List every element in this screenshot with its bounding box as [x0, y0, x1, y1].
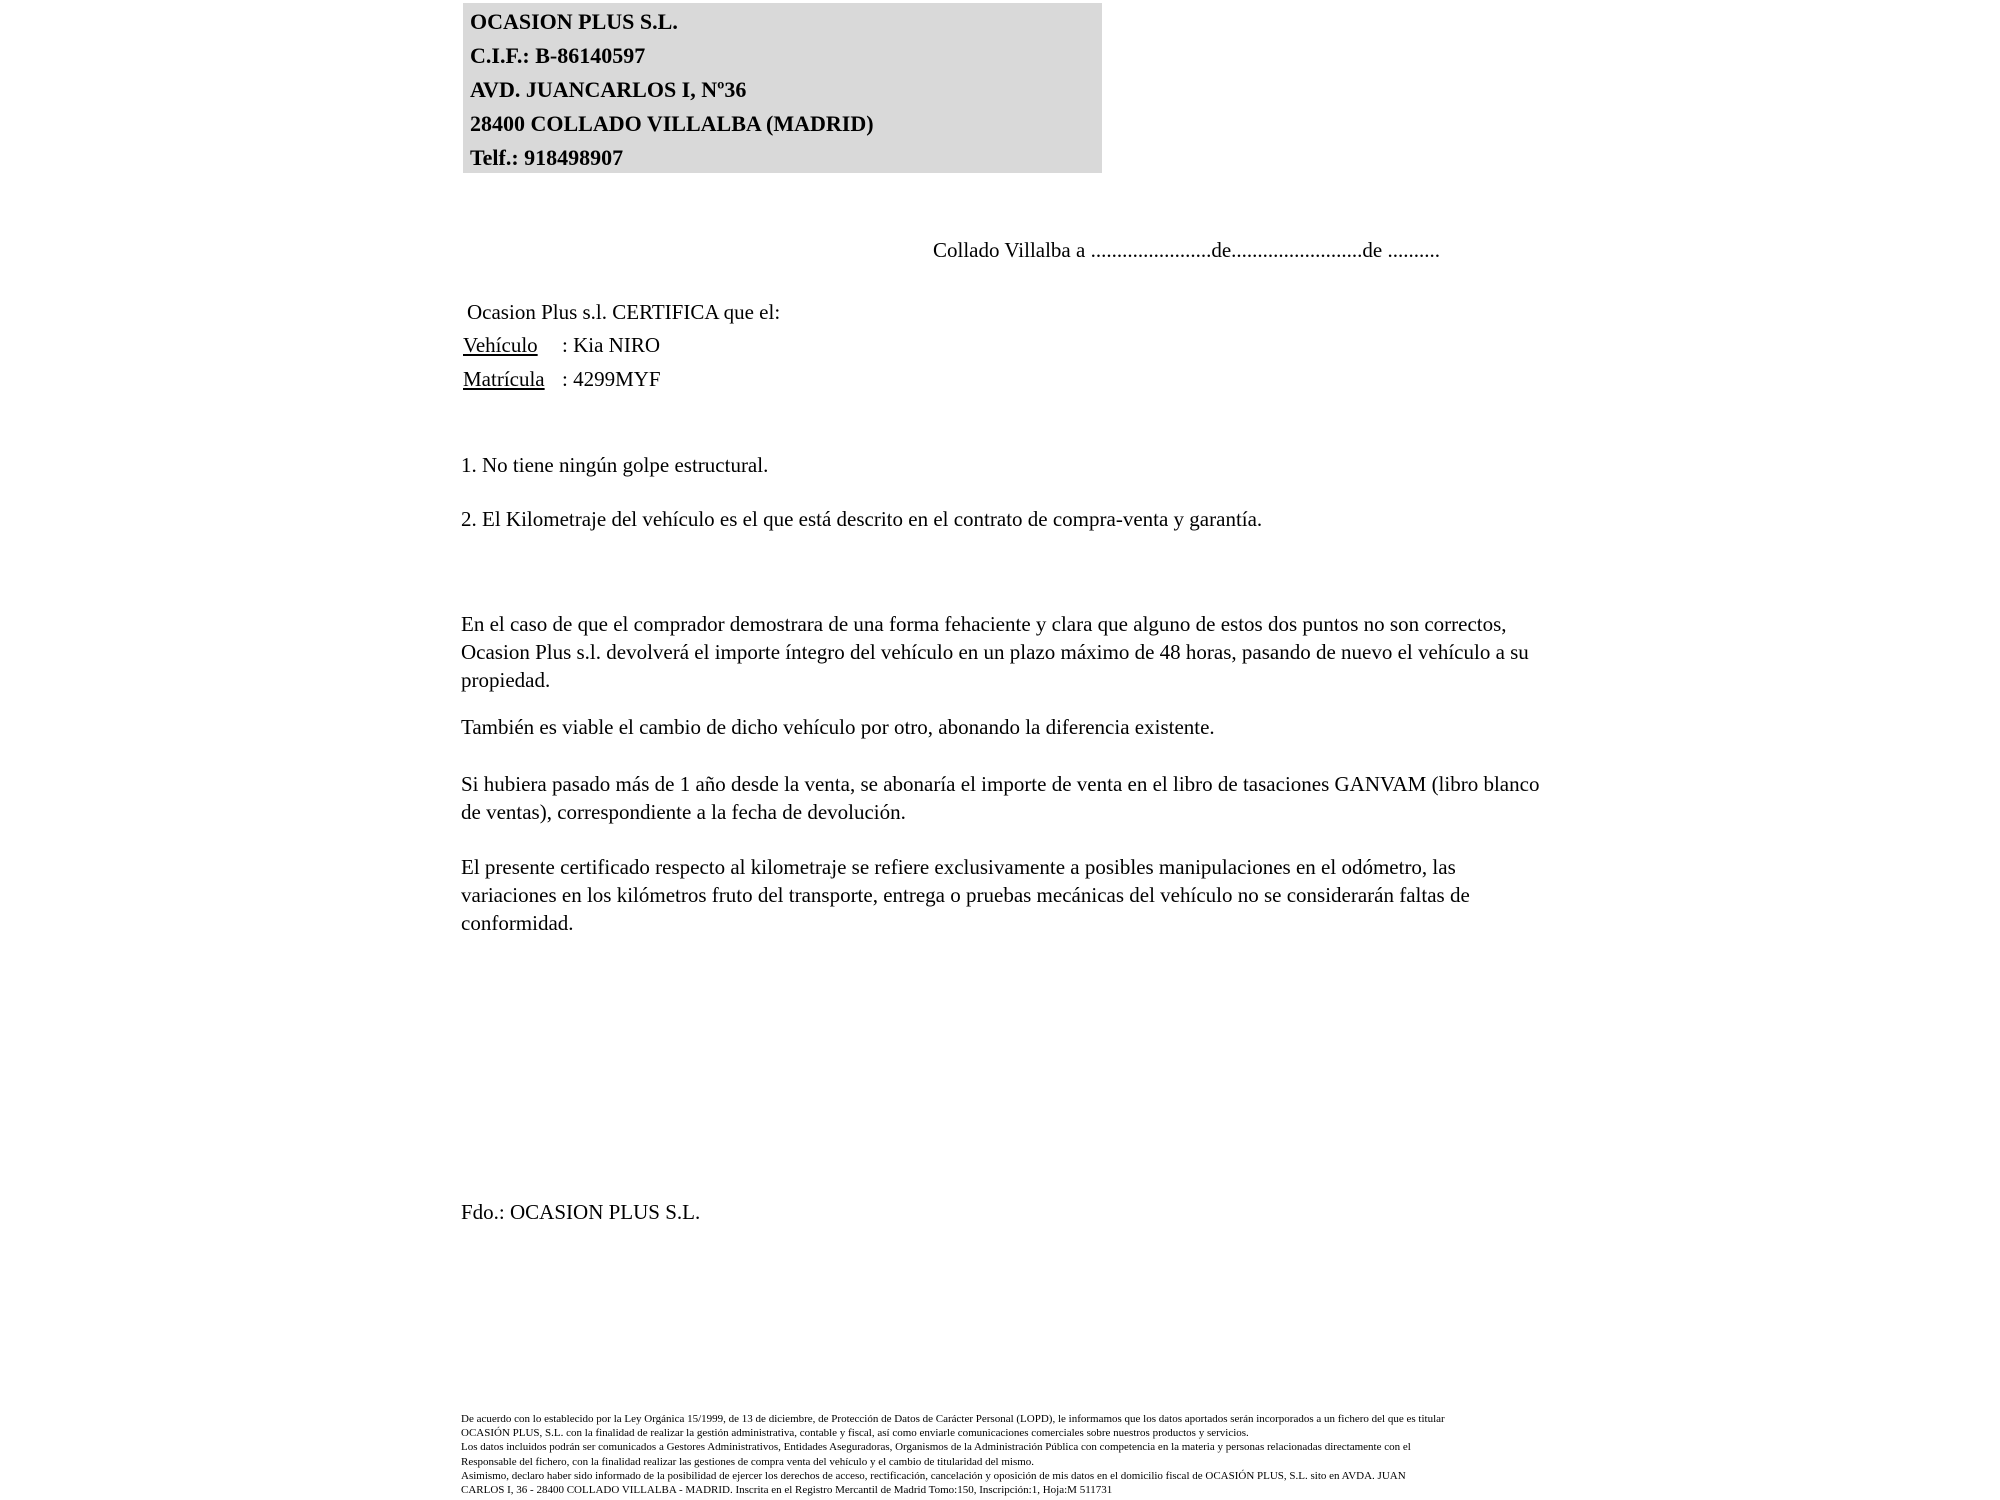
clause-1: 1. No tiene ningún golpe estructural. — [461, 453, 769, 477]
company-city: 28400 COLLADO VILLALBA (MADRID) — [470, 111, 874, 136]
legal-footer-line: Asimismo, declaro haber sido informado de la posibilidad de ejercer los derechos de acceso, rectificación, cancelación y oposición de mis datos en el domicilio fiscal de OCASIÓN PLUS, S.L. sito en AVDA. JUAN — [461, 1469, 1406, 1482]
place-date-line: Collado Villalba a .......................de.........................de .......... — [933, 238, 1440, 262]
vehicle-field-label: Vehículo — [463, 333, 538, 357]
company-address: AVD. JUANCARLOS I, Nº36 — [470, 77, 747, 102]
certify-intro: Ocasion Plus s.l. CERTIFICA que el: — [467, 300, 781, 324]
matricula-field-separator: : — [562, 367, 574, 391]
company-header-block — [463, 3, 1102, 173]
paragraph-exchange: También es viable el cambio de dicho vehículo por otro, abonando la diferencia existente. — [461, 715, 1215, 739]
clause-2: 2. El Kilometraje del vehículo es el que está descrito en el contrato de compra-venta y garantía. — [461, 507, 1263, 531]
paragraph-odometer: El presente certificado respecto al kilometraje se refiere exclusivamente a posibles manipulaciones en el odómetro, las variaciones en los kilómetros fruto del transporte, entrega o pruebas mecánicas del vehículo no se considerarán faltas de conformidad. — [461, 855, 1470, 935]
company-phone: Telf.: 918498907 — [470, 145, 624, 170]
company-cif: C.I.F.: B-86140597 — [470, 43, 646, 68]
paragraph-refund: En el caso de que el comprador demostrara de una forma fehaciente y clara que alguno de estos dos puntos no son correctos, Ocasion Plus s.l. devolverá el importe íntegro del vehículo en un plazo máximo de 48 horas, pasando de nuevo el vehículo a su propiedad. — [461, 612, 1529, 692]
company-name: OCASION PLUS S.L. — [470, 9, 678, 34]
matricula-field-row — [463, 365, 661, 393]
vehicle-field-row — [463, 331, 660, 359]
paragraph-ganvam: Si hubiera pasado más de 1 año desde la venta, se abonaría el importe de venta en el libro de tasaciones GANVAM (libro blanco de ventas), correspondiente a la fecha de devolución. — [461, 772, 1540, 824]
vehicle-field-separator: : — [562, 333, 574, 357]
vehicle-field-value: Kia NIRO — [573, 333, 660, 357]
legal-footer-line: CARLOS I, 36 - 28400 COLLADO VILLALBA - MADRID. Inscrita en el Registro Mercantil de Madrid Tomo:150, Inscripción:1, Hoja:M 511731 — [461, 1484, 1113, 1497]
matricula-field-label: Matrícula — [463, 367, 545, 391]
legal-footer-line: De acuerdo con lo establecido por la Ley Orgánica 15/1999, de 13 de diciembre, de Protección de Datos de Carácter Personal (LOPD), le informamos que los datos aportados serán incorporados a un fichero del que es titular — [461, 1413, 1445, 1425]
legal-footer-line: Responsable del fichero, con la finalidad realizar las gestiones de compra venta del vehículo y el cambio de titularidad del mismo. — [461, 1455, 1035, 1468]
legal-footer-line: Los datos incluidos podrán ser comunicados a Gestores Administrativos, Entidades Aseguradoras, Organismos de la Administración Pública con competencia en la materia y personas relacionadas directamente con el — [461, 1441, 1411, 1454]
signature-line: Fdo.: OCASION PLUS S.L. — [461, 1200, 701, 1224]
legal-footer-line: OCASIÓN PLUS, S.L. con la finalidad de realizar la gestión administrativa, contable y fiscal, así como enviarle comunicaciones comerciales sobre nuestros productos y servicios. — [461, 1427, 1249, 1440]
matricula-field-value: 4299MYF — [573, 367, 661, 391]
legal-footer — [461, 1412, 1571, 1497]
